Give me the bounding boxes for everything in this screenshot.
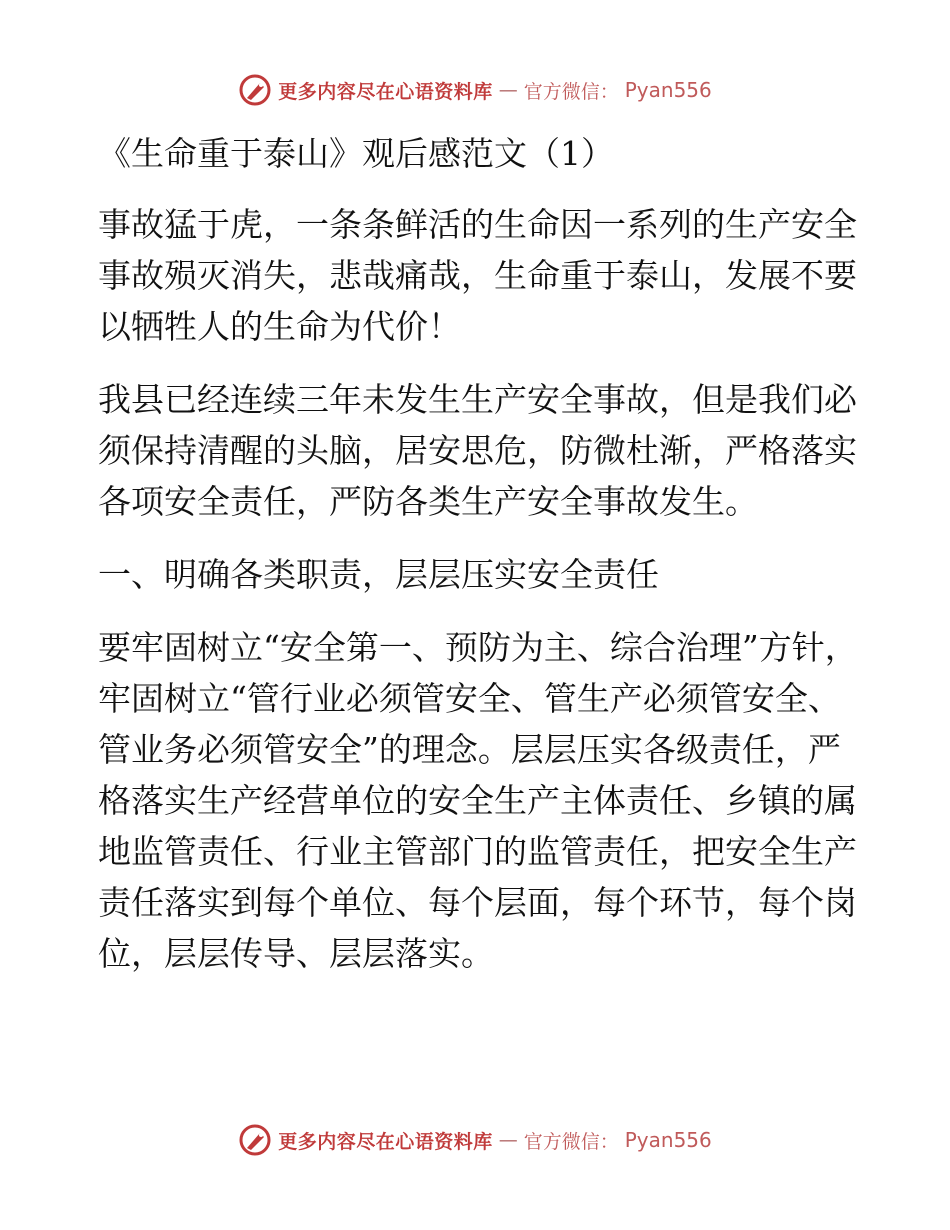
document-body bbox=[98, 128, 858, 1001]
footer-separator: — bbox=[498, 1129, 518, 1151]
footer-brand-text: 更多内容尽在心语资料库 bbox=[278, 1130, 493, 1153]
paragraph-responsibility: 要牢固树立“安全第一、预防为主、综合治理”方针，牢固树立“管行业必须管安全、管生产必须管安全、管业务必须管安全”的理念。层层压实各级责任，严格落实生产经营单位的安全生产主体责任、乡镇的属地监管责任、行业主管部门的监管责任，把安全生产责任落实到每个单位、每个层面，每个环节，每个岗位，层层传导、层层落实。 bbox=[98, 628, 858, 973]
footer-watermark bbox=[0, 1120, 950, 1160]
paragraph-county: 我县已经连续三年未发生生产安全事故，但是我们必须保持清醒的头脑，居安思危，防微杜渐，严格落实各项安全责任，严防各类生产安全事故发生。 bbox=[98, 380, 857, 521]
pen-nib-logo-icon bbox=[238, 1123, 272, 1157]
footer-wechat-id: Pyan556 bbox=[624, 1128, 712, 1152]
header-watermark bbox=[0, 70, 950, 110]
section-heading-1: 一、明确各类职责，层层压实安全责任 bbox=[98, 555, 659, 594]
document-title: 《生命重于泰山》观后感范文（1） bbox=[98, 134, 614, 173]
header-separator: — bbox=[498, 79, 518, 101]
pen-nib-logo-icon bbox=[238, 73, 272, 107]
footer-official-label: 官方微信： bbox=[523, 1130, 619, 1153]
paragraph-intro: 事故猛于虎，一条条鲜活的生命因一系列的生产安全事故殒灭消失，悲哉痛哉，生命重于泰山，发展不要以牺牲人的生命为代价！ bbox=[98, 205, 857, 346]
header-official-label: 官方微信： bbox=[523, 80, 619, 103]
header-wechat-id: Pyan556 bbox=[624, 78, 712, 102]
header-brand-text: 更多内容尽在心语资料库 bbox=[278, 80, 493, 103]
